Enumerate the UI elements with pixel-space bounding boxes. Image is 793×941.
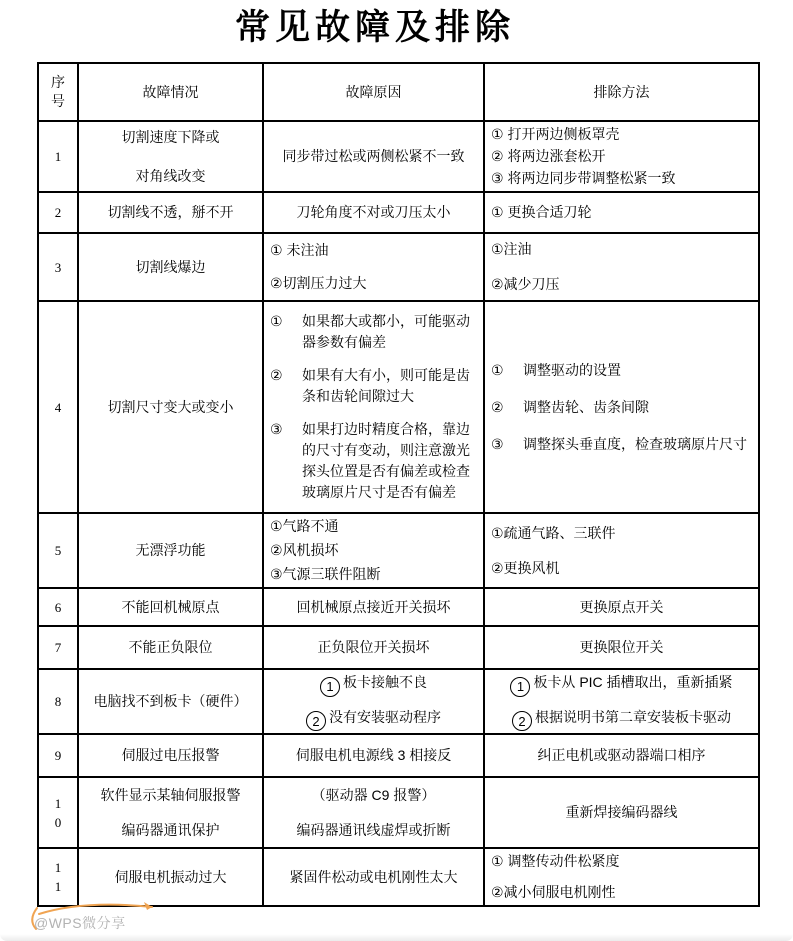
cell-serial: 2 (38, 192, 78, 233)
cell-cause: 紧固件松动或电机刚性太大 (263, 848, 484, 906)
cell-fix: 1 板卡从 PIC 插槽取出，重新插紧 2 根据说明书第二章安装板卡驱动 (484, 669, 759, 734)
cell-fault: 不能正负限位 (78, 626, 263, 669)
table-row (38, 848, 759, 906)
table-row (38, 669, 759, 734)
cell-cause: ①气路不通 ②风机损坏 ③气源三联件阻断 (263, 513, 484, 588)
cell-fault: 切割速度下降或 对角线改变 (78, 121, 263, 192)
header-serial: 序 号 (38, 63, 78, 121)
cell-serial: 5 (38, 513, 78, 588)
table-row (38, 626, 759, 669)
cell-fix: ① 更换合适刀轮 (484, 192, 759, 233)
cell-cause: 正负限位开关损坏 (263, 626, 484, 669)
cell-cause: 回机械原点接近开关损坏 (263, 588, 484, 626)
cell-fault: 无漂浮功能 (78, 513, 263, 588)
watermark-text: @WPS微分享 (34, 915, 126, 931)
cell-fix: 重新焊接编码器线 (484, 777, 759, 848)
table-row (38, 777, 759, 848)
cell-cause: 同步带过松或两侧松紧不一致 (263, 121, 484, 192)
cell-fix: ①疏通气路、三联件 ②更换风机 (484, 513, 759, 588)
cell-cause: （驱动器 C9 报警） 编码器通讯线虚焊或折断 (263, 777, 484, 848)
table-row (38, 513, 759, 588)
cell-fix: ①注油 ②减少刀压 (484, 233, 759, 301)
header-fault: 故障情况 (78, 63, 263, 121)
cell-fix: 更换原点开关 (484, 588, 759, 626)
cell-fault: 不能回机械原点 (78, 588, 263, 626)
cell-cause: 刀轮角度不对或刀压太小 (263, 192, 484, 233)
cell-serial: 3 (38, 233, 78, 301)
cell-fault: 电脑找不到板卡（硬件） (78, 669, 263, 734)
cell-cause: ① 如果都大或都小，可能驱动器参数有偏差 ② 如果有大有小，则可能是齿条和齿轮间隙过大 ③ 如果打边时精度合格，靠边的尺寸有变动，则注意激光探头位置是否有偏差或检查玻璃原片尺寸是否有偏差 (263, 301, 484, 513)
page-edge-shadow (0, 934, 793, 941)
cell-serial: 7 (38, 626, 78, 669)
table-row (38, 233, 759, 301)
cell-fix: 纠正电机或驱动器端口相序 (484, 734, 759, 777)
table-head-row (38, 63, 759, 121)
cell-fix: ① 调整驱动的设置 ② 调整齿轮、齿条间隙 ③ 调整探头垂直度，检查玻璃原片尺寸 (484, 301, 759, 513)
fault-table (37, 62, 760, 907)
cell-fault: 伺服电机振动过大 (78, 848, 263, 906)
cell-serial: 4 (38, 301, 78, 513)
wps-watermark (30, 903, 200, 935)
cell-fix: 更换限位开关 (484, 626, 759, 669)
cell-serial: 1 (38, 121, 78, 192)
cell-cause: 伺服电机电源线 3 相接反 (263, 734, 484, 777)
table-row (38, 121, 759, 192)
header-cause: 故障原因 (263, 63, 484, 121)
cell-cause: ① 未注油 ②切割压力过大 (263, 233, 484, 301)
table-row (38, 588, 759, 626)
cell-fix: ① 打开两边侧板罩壳 ② 将两边涨套松开 ③ 将两边同步带调整松紧一致 (484, 121, 759, 192)
table-row (38, 301, 759, 513)
cell-serial: 1 1 (38, 848, 78, 906)
cell-fault: 伺服过电压报警 (78, 734, 263, 777)
table-row (38, 192, 759, 233)
table-row (38, 734, 759, 777)
cell-serial: 6 (38, 588, 78, 626)
cell-fix: ① 调整传动件松紧度 ②减小伺服电机刚性 (484, 848, 759, 906)
cell-fault: 切割线不透，掰不开 (78, 192, 263, 233)
cell-serial: 8 (38, 669, 78, 734)
page-title: 常见故障及排除 (234, 8, 515, 47)
cell-serial: 9 (38, 734, 78, 777)
header-fix: 排除方法 (484, 63, 759, 121)
cell-fault: 切割线爆边 (78, 233, 263, 301)
cell-fault: 切割尺寸变大或变小 (78, 301, 263, 513)
cell-cause: 1 板卡接触不良 2 没有安装驱动程序 (263, 669, 484, 734)
cell-fault: 软件显示某轴伺服报警 编码器通讯保护 (78, 777, 263, 848)
cell-serial: 1 0 (38, 777, 78, 848)
